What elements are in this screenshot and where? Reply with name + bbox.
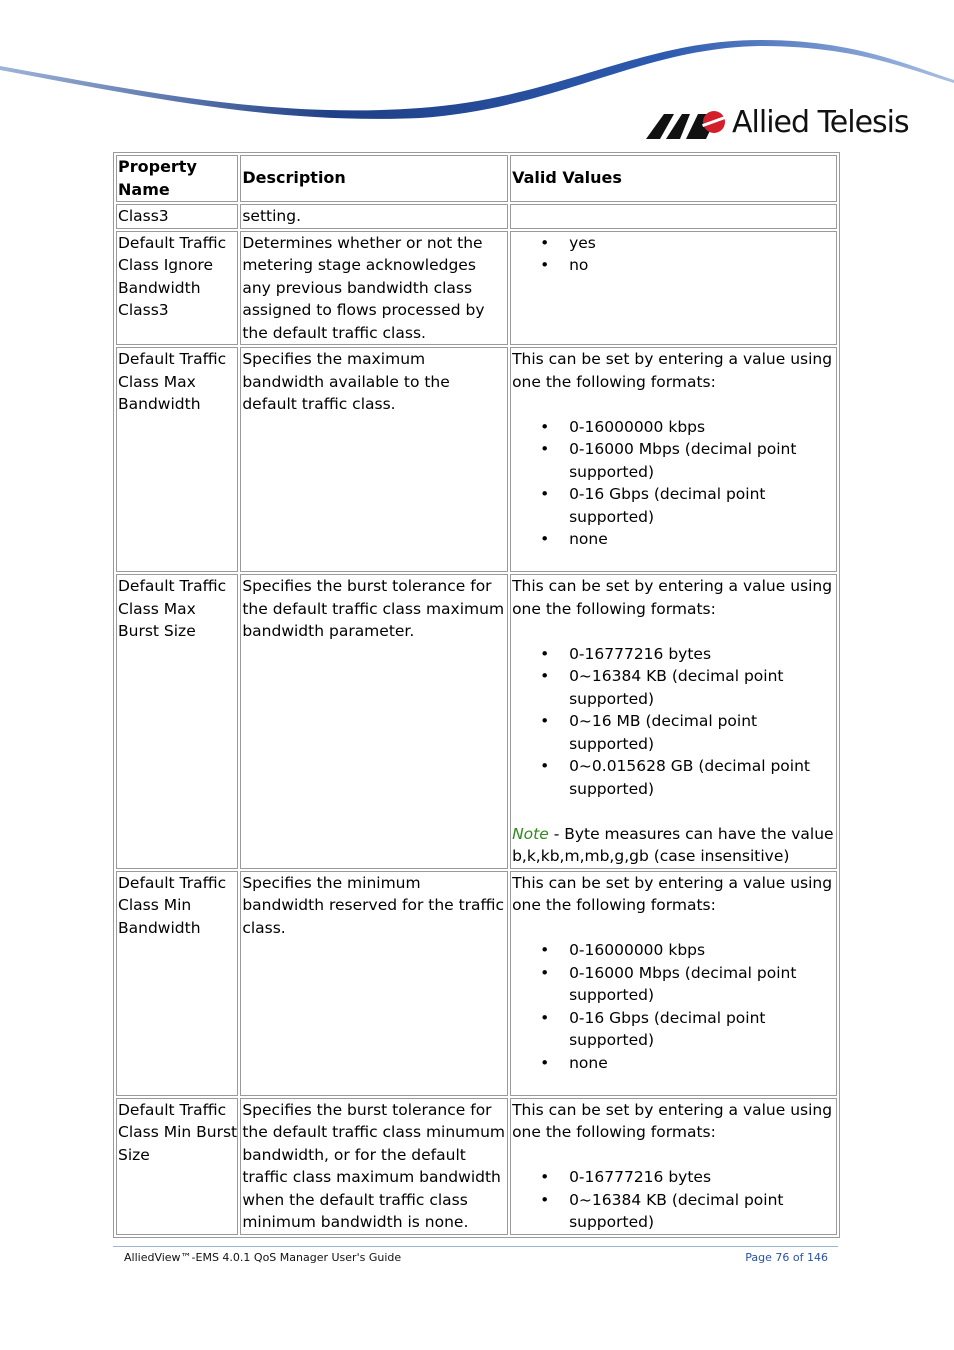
valid-values [510,347,837,572]
list-item: • 0~16384 KB (decimal point supported) [569,1189,836,1234]
table-row [116,1098,837,1235]
values-list [512,1166,836,1234]
property-name: Default Traffic Class Min Burst Size [116,1098,238,1235]
table-row [116,204,837,229]
valid-values [510,574,837,869]
properties-table [113,152,840,1238]
property-description: setting. [240,204,508,229]
property-description: Specifies the burst tolerance for the default traffic class maximum bandwidth parameter. [240,574,508,869]
list-item: • 0-16000 Mbps (decimal point supported) [569,438,836,483]
values-list [512,232,836,277]
property-description: Specifies the burst tolerance for the default traffic class minumum bandwidth, or for the default traffic class maximum bandwidth when the default traffic class minimum bandwidth is none. [240,1098,508,1235]
property-name: Class3 [116,204,238,229]
list-item: • 0~16 MB (decimal point supported) [569,710,836,755]
header-valid-values: Valid Values [510,155,837,202]
valid-values [510,231,837,346]
values-intro: This can be set by entering a value using one the following formats: [512,873,833,914]
values-intro: This can be set by entering a value using one the following formats: [512,1100,833,1141]
list-item: • 0-16000000 kbps [569,939,836,962]
list-item: • 0-16 Gbps (decimal point supported) [569,1007,836,1052]
property-name: Default Traffic Class Max Bandwidth [116,347,238,572]
list-item: • 0-16777216 bytes [569,643,836,666]
property-description: Specifies the minimum bandwidth reserved for the traffic class. [240,871,508,1096]
header-property-name: Property Name [116,155,238,202]
values-note [512,823,836,868]
footer-document-title: AlliedView™-EMS 4.0.1 QoS Manager User's Guide [124,1251,402,1264]
list-item: • 0-16000 Mbps (decimal point supported) [569,962,836,1007]
allied-telesis-logo-mark-icon [646,108,730,142]
valid-values [510,871,837,1096]
table-row [116,231,837,346]
table-row [116,347,837,572]
footer-page-number: Page 76 of 146 [745,1251,828,1264]
note-text: - Byte measures can have the value b,k,kb,m,mb,g,gb (case insensitive) [512,824,834,865]
list-item: • 0-16 Gbps (decimal point supported) [569,483,836,528]
note-label: Note [512,824,549,843]
values-list [512,643,836,801]
values-list [512,939,836,1074]
allied-telesis-logo [646,105,909,146]
values-intro: This can be set by entering a value using one the following formats: [512,577,833,618]
logo-text: Allied Telesis [732,105,909,140]
header-description: Description [240,155,508,202]
list-item: • 0~0.015628 GB (decimal point supported) [569,755,836,800]
footer-divider [113,1246,838,1247]
values-list [512,416,836,551]
table-row [116,871,837,1096]
list-item: • 0-16000000 kbps [569,416,836,439]
list-item: • none [569,528,836,551]
property-name: Default Traffic Class Max Burst Size [116,574,238,869]
valid-values [510,1098,837,1235]
values-intro: This can be set by entering a value using one the following formats: [512,350,833,391]
valid-values [510,204,837,229]
list-item: • 0~16384 KB (decimal point supported) [569,665,836,710]
list-item: • 0-16777216 bytes [569,1166,836,1189]
list-item: • yes [569,232,836,255]
property-description: Determines whether or not the metering stage acknowledges any previous bandwidth class assigned to flows processed by the default traffic class. [240,231,508,346]
property-name: Default Traffic Class Min Bandwidth [116,871,238,1096]
table-row [116,574,837,869]
table-header-row [116,155,837,202]
list-item: • no [569,254,836,277]
property-name: Default Traffic Class Ignore Bandwidth Class3 [116,231,238,346]
property-description: Specifies the maximum bandwidth available to the default traffic class. [240,347,508,572]
list-item: • none [569,1052,836,1075]
